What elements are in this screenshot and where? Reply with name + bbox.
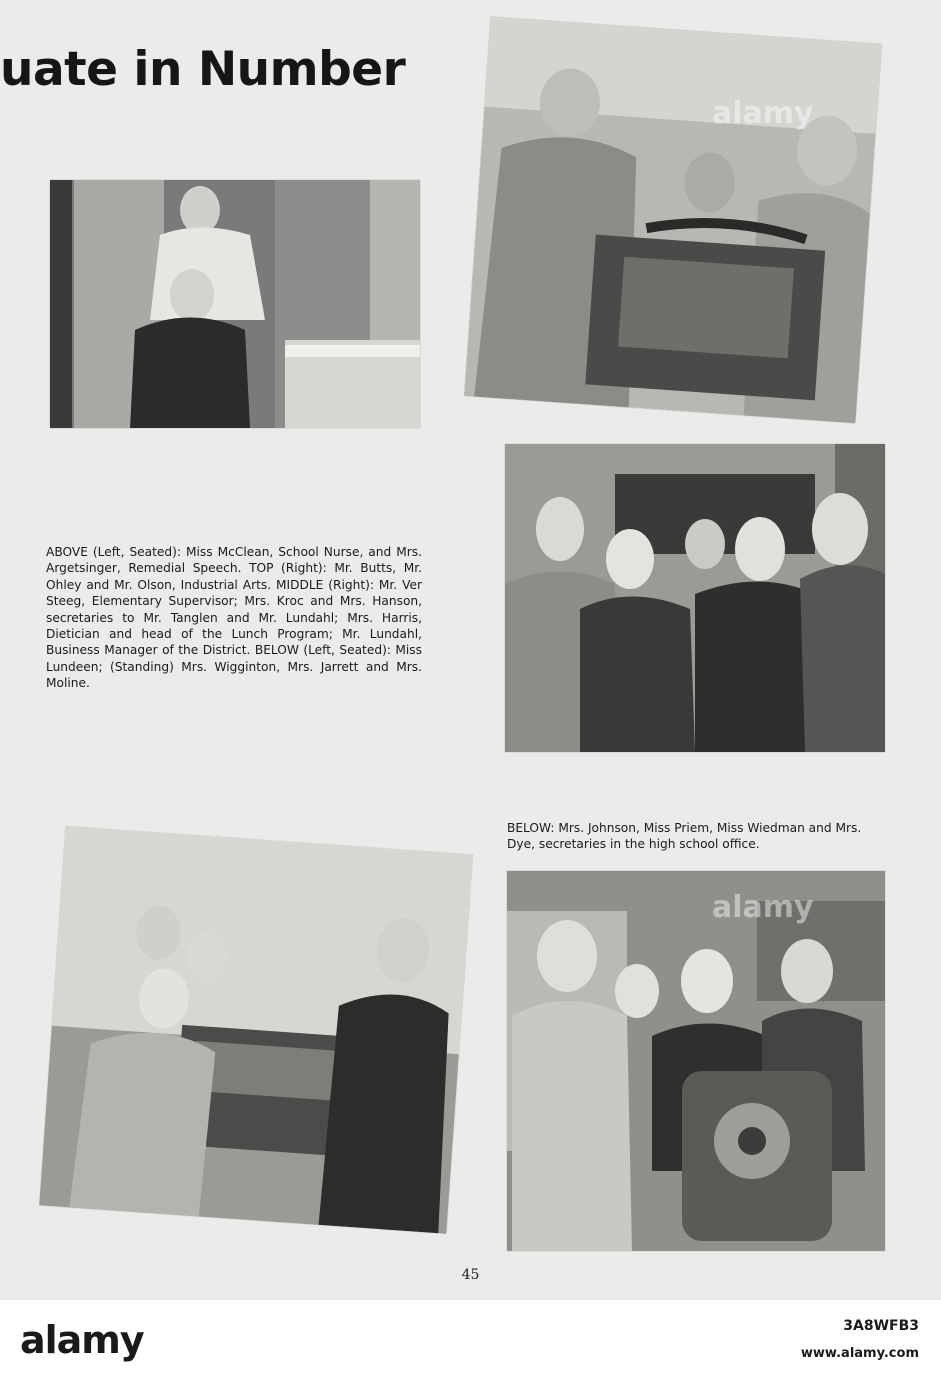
stock-footer xyxy=(0,1300,941,1390)
image-id: 3A8WFB3 xyxy=(843,1318,919,1334)
caption-office-secretaries: BELOW: Mrs. Johnson, Miss Priem, Miss Wiedman and Mrs. Dye, secretaries in the high school office. xyxy=(507,821,862,852)
photo-supervisors xyxy=(505,444,885,752)
photo-office-secretaries xyxy=(507,871,885,1251)
site-link[interactable]: www.alamy.com xyxy=(800,1346,919,1361)
caption-staff-listing: ABOVE (Left, Seated): Miss McClean, School Nurse, and Mrs. Argetsinger, Remedial Speech. TOP (Right): Mr. Butts, Mr. Ohley and Mr. Olson, Industrial Arts. MIDDLE (Right): Mr. Ver Steeg, Elementary Supervisor; Mrs. Kroc and Mrs. Hanson, secretaries to Mr. Tanglen and Mr. Lundahl; Mrs. Harris, Dietician and head of the Lunch Program; Mr. Lundahl, Business Manager of the District. BELOW (Left, Seated): Miss Lundeen; (Standing) Mrs. Wigginton, Mrs. Jarrett and Mrs. Moline. xyxy=(46,545,422,691)
photo-industrial-arts xyxy=(464,17,882,423)
footer-info xyxy=(801,1318,919,1361)
page-title: uate in Number xyxy=(0,42,406,97)
photo-switchboard xyxy=(39,826,473,1234)
page-number: 45 xyxy=(461,1267,480,1283)
watermark: alamy xyxy=(712,96,814,131)
photo-nurse-speech xyxy=(50,180,420,428)
alamy-logo: alamy xyxy=(20,1318,144,1362)
watermark: alamy xyxy=(712,890,814,925)
